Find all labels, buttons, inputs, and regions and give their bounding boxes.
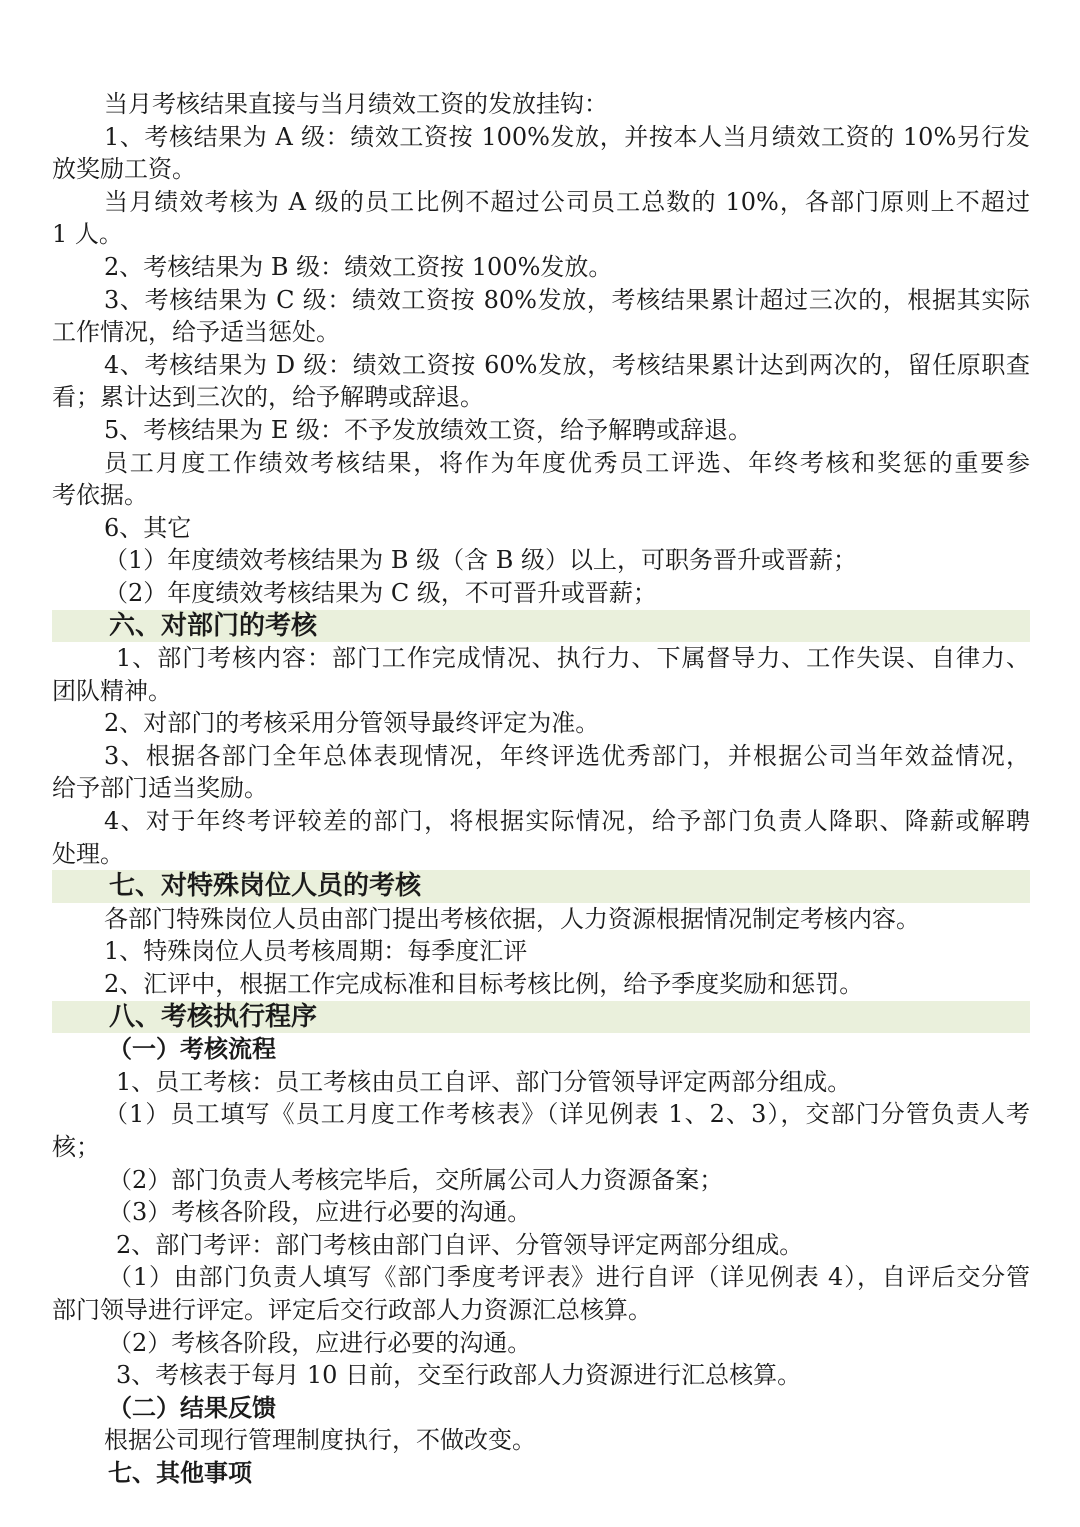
text-line: （2）考核各阶段，应进行必要的沟通。	[108, 1328, 532, 1357]
text-line: 1、员工考核：员工考核由员工自评、部门分管领导评定两部分组成。	[116, 1067, 852, 1096]
text-line: （1）年度绩效考核结果为 B 级（含 B 级）以上，可职务晋升或晋薪；	[104, 546, 858, 575]
section-heading-8: 八、考核执行程序	[52, 1001, 1030, 1034]
text-line: （一）考核流程	[108, 1034, 276, 1064]
text-line: 放奖励工资。	[52, 155, 196, 184]
text-line: 工作情况，给予适当惩处。	[52, 318, 340, 347]
text-line: 看；累计达到三次的，给予解聘或辞退。	[52, 383, 484, 412]
text-line: 1、部门考核内容：部门工作完成情况、执行力、下属督导力、工作失误、自律力、	[116, 644, 1030, 673]
text-line: 核；	[52, 1133, 100, 1161]
text-line: 当月考核结果直接与当月绩效工资的发放挂钩：	[104, 90, 608, 118]
text-line: 1 人。	[52, 220, 123, 249]
text-line: （2）部门负责人考核完毕后，交所属公司人力资源备案；	[108, 1165, 724, 1194]
text-line: 3、根据各部门全年总体表现情况，年终评选优秀部门，并根据公司当年效益情况，	[104, 741, 1030, 770]
section-heading-6: 六、对部门的考核	[52, 610, 1030, 643]
text-line: 给予部门适当奖励。	[52, 774, 268, 803]
text-line: 员工月度工作绩效考核结果，将作为年度优秀员工评选、年终考核和奖惩的重要参	[104, 448, 1030, 477]
document-page	[52, 88, 1030, 1490]
text-line: 处理。	[52, 839, 124, 868]
top-paragraphs	[52, 88, 1030, 610]
text-line: 部门领导进行评定。评定后交行政部人力资源汇总核算。	[52, 1295, 652, 1324]
text-line: 1、考核结果为 A 级：绩效工资按 100%发放，并按本人当月绩效工资的 10%另行发	[104, 122, 1030, 151]
text-line: （二）结果反馈	[108, 1392, 276, 1422]
text-line: 团队精神。	[52, 676, 172, 705]
text-line: 3、考核表于每月 10 日前，交至行政部人力资源进行汇总核算。	[116, 1361, 802, 1390]
text-line: 4、对于年终考评较差的部门，将根据实际情况，给予部门负责人降职、降薪或解聘	[104, 807, 1030, 836]
section-7-body	[52, 903, 1030, 1001]
text-line: 2、考核结果为 B 级：绩效工资按 100%发放。	[104, 252, 613, 281]
text-line: 七、其他事项	[108, 1457, 252, 1487]
text-line: 4、考核结果为 D 级：绩效工资按 60%发放，考核结果累计达到两次的，留任原职查	[104, 350, 1030, 379]
text-line: 2、汇评中，根据工作完成标准和目标考核比例，给予季度奖励和惩罚。	[104, 970, 864, 999]
text-line: （2）年度绩效考核结果为 C 级，不可晋升或晋薪；	[104, 578, 657, 607]
section-6-body	[52, 642, 1030, 870]
text-line: 2、部门考评：部门考核由部门自评、分管领导评定两部分组成。	[116, 1230, 804, 1259]
section-8-body	[52, 1033, 1030, 1489]
text-line: （1）员工填写《员工月度工作考核表》（详见例表 1、2、3），交部门分管负责人考	[104, 1100, 1030, 1129]
text-line: 2、对部门的考核采用分管领导最终评定为准。	[104, 709, 600, 738]
text-line: 当月绩效考核为 A 级的员工比例不超过公司员工总数的 10%，各部门原则上不超过	[104, 187, 1030, 216]
text-line: 各部门特殊岗位人员由部门提出考核依据，人力资源根据情况制定考核内容。	[104, 904, 920, 933]
text-line: 根据公司现行管理制度执行，不做改变。	[104, 1426, 536, 1455]
text-line: 考依据。	[52, 481, 148, 510]
section-heading-7: 七、对特殊岗位人员的考核	[52, 870, 1030, 903]
text-line: 1、特殊岗位人员考核周期：每季度汇评	[104, 937, 528, 966]
text-line: 5、考核结果为 E 级：不予发放绩效工资，给予解聘或辞退。	[104, 415, 753, 444]
text-line: 3、考核结果为 C 级：绩效工资按 80%发放，考核结果累计超过三次的，根据其实际	[104, 285, 1030, 314]
text-line: （3）考核各阶段，应进行必要的沟通。	[108, 1198, 532, 1227]
text-line: （1）由部门负责人填写《部门季度考评表》进行自评（详见例表 4），自评后交分管	[108, 1263, 1030, 1292]
text-line: 6、其它	[104, 513, 192, 542]
